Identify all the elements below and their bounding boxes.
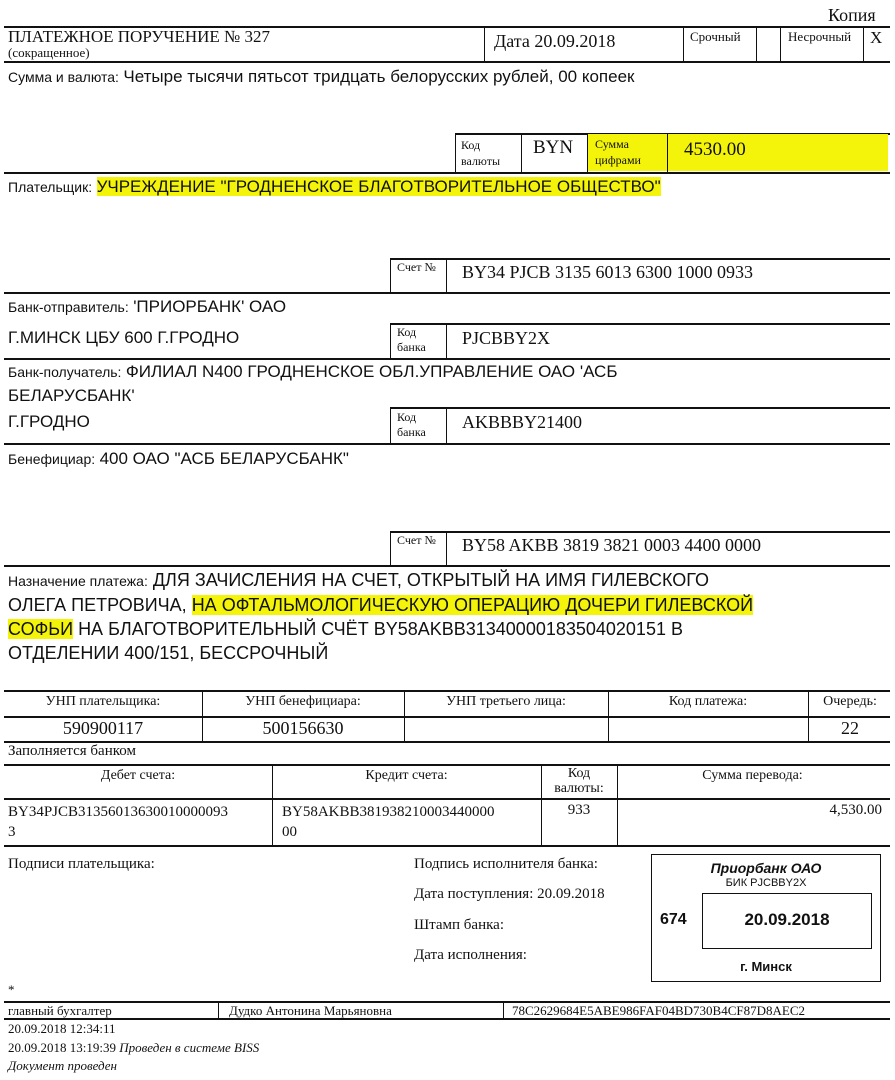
receiver-bank-code: AKBBBY21400: [462, 412, 583, 432]
divider: [4, 443, 890, 445]
beneficiary-name: 400 ОАО "АСБ БЕЛАРУСБАНК": [99, 449, 349, 468]
amount-words: Четыре тысячи пятьсот тридцать белорусских рублей, 00 копеек: [123, 67, 635, 86]
sender-bank-code-label: Код банка: [397, 325, 426, 354]
unp-third-label: УНП третьего лица:: [446, 694, 566, 709]
unp-beneficiary-label: УНП бенефициара:: [245, 694, 361, 709]
unp-payer-label: УНП плательщика:: [45, 694, 161, 709]
transfer-sum-label: Сумма перевода:: [702, 768, 803, 783]
stamp-date-box: [702, 893, 872, 949]
urgent-label: Срочный: [690, 29, 741, 44]
sum-label: Сумма цифрами: [595, 137, 641, 167]
document-title: ПЛАТЕЖНОЕ ПОРУЧЕНИЕ № 327: [8, 27, 270, 46]
beneficiary-account: BY58 AKBB 3819 3821 0003 4400 0000: [462, 535, 762, 555]
divider: [4, 358, 890, 360]
divider: [4, 172, 890, 174]
payer-account-label: Счет №: [397, 260, 436, 274]
log-line: Документ проведен: [8, 1058, 117, 1073]
receiver-bank-name: ФИЛИАЛ N400 ГРОДНЕНСКОЕ ОБЛ.УПРАВЛЕНИЕ ОАО 'АСБ: [125, 362, 618, 381]
debit-label: Дебет счета:: [100, 768, 176, 783]
payer-row: [8, 177, 661, 197]
queue-label: Очередь:: [823, 694, 877, 709]
receiver-bank-code-label: Код банка: [397, 410, 426, 439]
unp-beneficiary: 500156630: [262, 718, 344, 738]
stamp-bik: БИК PJCBBY2X: [725, 877, 807, 889]
payer-name: УЧРЕЖДЕНИЕ "ГРОДНЕНСКОЕ БЛАГОТВОРИТЕЛЬНОЕ ОБЩЕСТВО": [96, 177, 661, 196]
queue-value: 22: [841, 718, 859, 738]
beneficiary-label: Бенефициар:: [8, 451, 96, 467]
bank-stamp: [651, 854, 881, 982]
divider: [4, 741, 890, 743]
sum-digits: 4530.00: [684, 139, 746, 160]
amount-label: Сумма и валюта:: [8, 69, 119, 85]
currency-code-label: Код валюты: [461, 138, 501, 168]
purpose-highlight: СОФЬИ: [8, 619, 74, 639]
document-subtitle: (сокращенное): [8, 45, 90, 60]
asterisk: *: [8, 982, 15, 997]
bank-currency-code: 933: [567, 802, 591, 818]
sender-bank-branch: Г.МИНСК ЦБУ 600 Г.ГРОДНО: [8, 328, 240, 347]
amount-row: [8, 67, 634, 87]
sender-bank-label: Банк-отправитель:: [8, 299, 129, 315]
bank-stamp-label: Штамп банка:: [414, 917, 504, 933]
payment-code-label: Код платежа:: [668, 694, 748, 709]
credit-account: BY58AKBB381938210003440000 00: [282, 804, 495, 840]
payer-signatures-label: Подписи плательщика:: [8, 856, 155, 872]
document-date: Дата 20.09.2018: [494, 31, 616, 51]
copy-label: Копия: [828, 5, 876, 25]
divider: [4, 845, 890, 847]
beneficiary-account-label: Счет №: [397, 533, 436, 547]
currency-code: BYN: [533, 137, 574, 158]
unp-payer: 590900117: [62, 718, 144, 738]
document-hash: 78C2629684E5ABE986FAF04BD730B4CF87D8AEC2: [512, 1003, 806, 1018]
sender-bank-code: PJCBBY2X: [462, 328, 551, 348]
transfer-sum: 4,530.00: [829, 802, 882, 818]
debit-account: BY34PJCB31356013630010000093 3: [8, 804, 229, 840]
stamp-date: 20.09.2018: [744, 910, 830, 929]
purpose-highlight: НА ОФТАЛЬМОЛОГИЧЕСКУЮ ОПЕРАЦИЮ ДОЧЕРИ ГИЛЕВСКОЙ: [191, 595, 754, 615]
divider: [4, 690, 890, 692]
stamp-bank-name: Приорбанк ОАО: [710, 860, 822, 876]
payer-account: BY34 PJCB 3135 6013 6300 1000 0933: [462, 262, 754, 282]
receiver-bank-label: Банк-получатель:: [8, 364, 122, 380]
log-line: 20.09.2018 13:19:39 Проведен в системе BISS: [8, 1040, 260, 1055]
non-urgent-label: Несрочный: [788, 29, 852, 44]
divider: [4, 292, 890, 294]
sender-bank-row: [8, 297, 286, 317]
accountant-label: главный бухгалтер: [8, 1003, 112, 1018]
divider: [4, 61, 890, 63]
credit-label: Кредит счета:: [365, 768, 448, 783]
stamp-number: 674: [660, 911, 687, 928]
payer-label: Плательщик:: [8, 179, 93, 195]
non-urgent-mark: X: [870, 28, 883, 47]
divider: [4, 565, 890, 567]
executor-signature-label: Подпись исполнителя банка:: [414, 856, 598, 872]
sender-bank-name: 'ПРИОРБАНК' ОАО: [133, 297, 287, 316]
received-date: Дата поступления: 20.09.2018: [414, 886, 605, 902]
bank-currency-label: Код валюты:: [554, 766, 604, 796]
payment-purpose: Назначение платежа: ДЛЯ ЗАЧИСЛЕНИЯ НА СЧЕТ, ОТКРЫТЫЙ НА ИМЯ ГИЛЕВСКОГО ОЛЕГА ПЕТРОВИЧА, НА ОФТАЛЬМОЛОГИЧЕСКУЮ ОПЕРАЦИЮ ДОЧЕРИ ГИЛЕВСКОЙ СОФЬИ НА БЛАГОТВОРИТЕЛЬНЫЙ СЧЁТ BY58AKBB31340000183504020151 В ОТДЕЛЕНИИ 400/151, БЕССРОЧНЫЙ: [8, 570, 754, 663]
stamp-city: г. Минск: [740, 959, 792, 974]
execution-date-label: Дата исполнения:: [414, 947, 527, 963]
receiver-bank-city: Г.ГРОДНО: [8, 412, 90, 431]
accountant-name: Дудко Антонина Марьяновна: [229, 1003, 392, 1018]
log-line: 20.09.2018 12:34:11: [8, 1021, 116, 1036]
beneficiary-row: [8, 449, 349, 469]
purpose-label: Назначение платежа:: [8, 573, 148, 589]
receiver-bank-row: [8, 362, 617, 382]
bank-section-label: Заполняется банком: [8, 743, 136, 759]
receiver-bank-name-cont: БЕЛАРУСБАНК': [8, 386, 135, 405]
